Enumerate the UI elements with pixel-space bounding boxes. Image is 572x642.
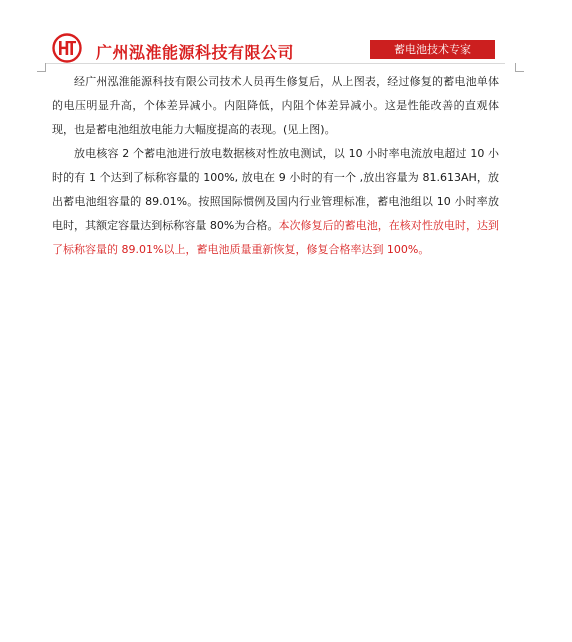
slogan-badge: 蓄电池技术专家 (370, 40, 495, 59)
header-divider (45, 63, 505, 64)
body-paragraph (52, 142, 499, 262)
document-body (52, 70, 499, 262)
page-corner-mark (515, 63, 524, 72)
body-paragraph: 经广州泓淮能源科技有限公司技术人员再生修复后，从上图表，经过修复的蓄电池单体的电压明显升高，个体差异减小。内阻降低，内阻个体差异减小。这是性能改善的直观体现，也是蓄电池组放电能力大幅度提高的表现。(见上图)。 (52, 75, 499, 136)
highlight-text: 本次修复后的蓄电池，在核对性放电时，达到了标称容量的 89.01%以上，蓄电池质量重新恢复，修复合格率达到 100%。 (52, 219, 499, 256)
hh-logo-icon (52, 33, 82, 63)
paragraph-text: 放电核容 2 个蓄电池进行放电数据核对性放电测试，以 10 小时率电流放电超过 10 小时的有 1 个达到了标称容量的 100%, 放电在 9 小时的有一个 ,放出容量为 81.613AH，放出蓄电池组容量的 89.01%。按照国际惯例及国内行业管理标准，蓄电池组以 10 小时率放电时，其额定容量达到标称容量 80%为合格。 (52, 147, 499, 232)
page-header (52, 33, 497, 63)
page-corner-mark (37, 63, 46, 72)
company-name: 广州泓淮能源科技有限公司 (96, 43, 295, 62)
